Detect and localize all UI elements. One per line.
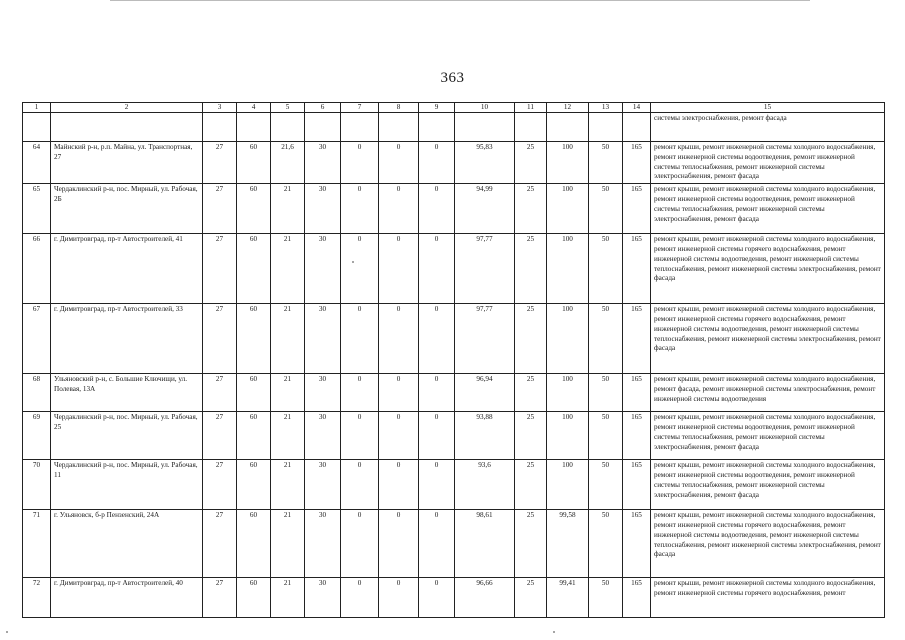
value-cell-col-9: 0	[419, 234, 455, 304]
works-cell: ремонт крыши, ремонт инженерной системы холодного водоснабжения, ремонт инженерной системы горячего водоснабжения, ремонт инженерной системы водоотведения, ремонт инженерной системы теплоснабжения, ремонт инженерной системы электроснабжения, ремонт фасада	[651, 510, 885, 578]
address-cell: Чердаклинский р-н, пос. Мирный, ул. Рабочая, 2Б	[51, 184, 203, 234]
value-cell-col-8: 0	[379, 184, 419, 234]
value-cell-col-7: 0	[341, 374, 379, 412]
scan-speck	[352, 261, 354, 263]
value-cell-col-3: 27	[203, 374, 237, 412]
table-row	[23, 510, 885, 578]
column-header-9: 9	[419, 103, 455, 113]
row-number: 66	[23, 234, 51, 304]
value-cell-col-3: 27	[203, 304, 237, 374]
table-row	[23, 412, 885, 460]
value-cell-col-10: 95,83	[455, 142, 515, 184]
value-cell-col-8: 0	[379, 374, 419, 412]
value-cell-col-4: 60	[237, 578, 271, 618]
value-cell-col-4: 60	[237, 184, 271, 234]
row-number: 65	[23, 184, 51, 234]
value-cell-col-8: 0	[379, 142, 419, 184]
value-cell-col-11: 25	[515, 578, 547, 618]
works-cell: ремонт крыши, ремонт инженерной системы холодного водоснабжения, ремонт инженерной системы водоотведения, ремонт инженерной системы теплоснабжения, ремонт инженерной системы электроснабжения, ремонт фасада	[651, 142, 885, 184]
value-cell-col-10: 96,66	[455, 578, 515, 618]
value-cell-col-7: 0	[341, 412, 379, 460]
value-cell-col-14: 165	[623, 460, 651, 510]
value-cell-col-9: 0	[419, 510, 455, 578]
value-cell-col-7: 0	[341, 142, 379, 184]
value-cell-col-6: 30	[305, 374, 341, 412]
value-cell-col-14: 165	[623, 412, 651, 460]
value-cell-col-13: 50	[589, 304, 623, 374]
column-header-3: 3	[203, 103, 237, 113]
value-cell-col-11: 25	[515, 304, 547, 374]
value-cell-col-3: 27	[203, 142, 237, 184]
value-cell-col-6: 30	[305, 578, 341, 618]
value-cell-col-9: 0	[419, 374, 455, 412]
value-cell-col-4: 60	[237, 374, 271, 412]
value-cell-col-6: 30	[305, 460, 341, 510]
value-cell-col-14: 165	[623, 234, 651, 304]
value-cell-col-11: 25	[515, 374, 547, 412]
column-header-2: 2	[51, 103, 203, 113]
column-header-12: 12	[547, 103, 589, 113]
value-cell-col-5: 21	[271, 460, 305, 510]
value-cell-col-10: 94,99	[455, 184, 515, 234]
works-cell: ремонт крыши, ремонт инженерной системы холодного водоснабжения, ремонт инженерной системы горячего водоснабжения, ремонт инженерной системы водоотведения, ремонт инженерной системы теплоснабжения, ремонт инженерной системы электроснабжения, ремонт фасада	[651, 234, 885, 304]
value-cell-col-3: 27	[203, 184, 237, 234]
value-cell-col-9: 0	[419, 412, 455, 460]
table-row	[23, 142, 885, 184]
table-body	[23, 113, 885, 618]
row-number: 67	[23, 304, 51, 374]
column-header-4: 4	[237, 103, 271, 113]
value-cell-col-4: 60	[237, 234, 271, 304]
row-number: 64	[23, 142, 51, 184]
value-cell-col-12: 100	[547, 142, 589, 184]
column-header-10: 10	[455, 103, 515, 113]
works-cell: ремонт крыши, ремонт инженерной системы холодного водоснабжения, ремонт инженерной системы водоотведения, ремонт инженерной системы теплоснабжения, ремонт инженерной системы электроснабжения, ремонт фасада	[651, 460, 885, 510]
value-cell-col-5: 21	[271, 510, 305, 578]
value-cell-col-14: 165	[623, 142, 651, 184]
header-row	[23, 103, 885, 113]
value-cell-col-3: 27	[203, 578, 237, 618]
table-row	[23, 234, 885, 304]
value-cell-col-14: 165	[623, 578, 651, 618]
value-cell-col-3: 27	[203, 412, 237, 460]
table-row	[23, 374, 885, 412]
scan-speck	[553, 631, 555, 633]
column-header-15: 15	[651, 103, 885, 113]
value-cell-col-6: 30	[305, 234, 341, 304]
column-header-11: 11	[515, 103, 547, 113]
column-header-7: 7	[341, 103, 379, 113]
scan-speck	[6, 631, 8, 633]
value-cell-col-4: 60	[237, 412, 271, 460]
address-cell: Чердаклинский р-н, пос. Мирный, ул. Рабочая, 11	[51, 460, 203, 510]
value-cell-col-11: 25	[515, 142, 547, 184]
value-cell-col-7: 0	[341, 510, 379, 578]
value-cell-col-5: 21	[271, 234, 305, 304]
cell-empty	[51, 113, 203, 142]
value-cell-col-4: 60	[237, 460, 271, 510]
value-cell-col-12: 100	[547, 304, 589, 374]
value-cell-col-14: 165	[623, 184, 651, 234]
works-cell: ремонт крыши, ремонт инженерной системы холодного водоснабжения, ремонт инженерной системы водоотведения, ремонт инженерной системы теплоснабжения, ремонт инженерной системы электроснабжения, ремонт фасада	[651, 184, 885, 234]
value-cell-col-8: 0	[379, 412, 419, 460]
value-cell-col-5: 21	[271, 184, 305, 234]
cell-empty	[203, 113, 237, 142]
value-cell-col-13: 50	[589, 184, 623, 234]
works-cell: системы электроснабжения, ремонт фасада	[651, 113, 885, 142]
value-cell-col-12: 99,41	[547, 578, 589, 618]
value-cell-col-7: 0	[341, 304, 379, 374]
works-cell: ремонт крыши, ремонт инженерной системы холодного водоснабжения, ремонт инженерной системы горячего водоснабжения, ремонт	[651, 578, 885, 618]
table-row	[23, 304, 885, 374]
value-cell-col-4: 60	[237, 304, 271, 374]
value-cell-col-9: 0	[419, 184, 455, 234]
value-cell-col-8: 0	[379, 578, 419, 618]
row-number: 70	[23, 460, 51, 510]
cell-empty	[547, 113, 589, 142]
value-cell-col-11: 25	[515, 234, 547, 304]
value-cell-col-13: 50	[589, 374, 623, 412]
row-number: 69	[23, 412, 51, 460]
value-cell-col-14: 165	[623, 510, 651, 578]
value-cell-col-10: 98,61	[455, 510, 515, 578]
cell-empty	[379, 113, 419, 142]
value-cell-col-10: 93,88	[455, 412, 515, 460]
value-cell-col-14: 165	[623, 374, 651, 412]
value-cell-col-10: 97,77	[455, 234, 515, 304]
value-cell-col-6: 30	[305, 184, 341, 234]
works-cell: ремонт крыши, ремонт инженерной системы холодного водоснабжения, ремонт фасада, ремонт инженерной системы электроснабжения, ремонт инженерной системы водоотведения	[651, 374, 885, 412]
cell-empty	[23, 113, 51, 142]
value-cell-col-5: 21	[271, 304, 305, 374]
row-number: 68	[23, 374, 51, 412]
address-cell: г. Димитровград, пр-т Автостроителей, 40	[51, 578, 203, 618]
value-cell-col-14: 165	[623, 304, 651, 374]
column-header-8: 8	[379, 103, 419, 113]
address-cell: г. Ульяновск, б-р Пензенский, 24А	[51, 510, 203, 578]
column-header-13: 13	[589, 103, 623, 113]
column-header-6: 6	[305, 103, 341, 113]
cell-empty	[419, 113, 455, 142]
works-cell: ремонт крыши, ремонт инженерной системы холодного водоснабжения, ремонт инженерной системы водоотведения, ремонт инженерной системы теплоснабжения, ремонт инженерной системы электроснабжения, ремонт фасада	[651, 412, 885, 460]
value-cell-col-7: 0	[341, 460, 379, 510]
works-cell: ремонт крыши, ремонт инженерной системы холодного водоснабжения, ремонт инженерной системы горячего водоснабжения, ремонт инженерной системы водоотведения, ремонт инженерной системы теплоснабжения, ремонт инженерной системы электроснабжения, ремонт фасада	[651, 304, 885, 374]
value-cell-col-6: 30	[305, 510, 341, 578]
value-cell-col-9: 0	[419, 460, 455, 510]
value-cell-col-11: 25	[515, 510, 547, 578]
value-cell-col-5: 21	[271, 578, 305, 618]
value-cell-col-6: 30	[305, 304, 341, 374]
repair-schedule-table	[22, 102, 885, 618]
value-cell-col-13: 50	[589, 578, 623, 618]
value-cell-col-3: 27	[203, 460, 237, 510]
column-header-14: 14	[623, 103, 651, 113]
row-number: 71	[23, 510, 51, 578]
value-cell-col-13: 50	[589, 234, 623, 304]
value-cell-col-12: 100	[547, 234, 589, 304]
value-cell-col-13: 50	[589, 510, 623, 578]
value-cell-col-3: 27	[203, 234, 237, 304]
table-row	[23, 184, 885, 234]
value-cell-col-5: 21,6	[271, 142, 305, 184]
table-row	[23, 578, 885, 618]
value-cell-col-12: 100	[547, 374, 589, 412]
scan-edge-line	[110, 0, 810, 1]
address-cell: Ульяновский р-н, с. Большие Ключищи, ул. Полевая, 13А	[51, 374, 203, 412]
cell-empty	[515, 113, 547, 142]
value-cell-col-13: 50	[589, 412, 623, 460]
value-cell-col-9: 0	[419, 578, 455, 618]
value-cell-col-6: 30	[305, 142, 341, 184]
value-cell-col-9: 0	[419, 142, 455, 184]
table-row	[23, 460, 885, 510]
cell-empty	[305, 113, 341, 142]
value-cell-col-8: 0	[379, 304, 419, 374]
value-cell-col-12: 100	[547, 412, 589, 460]
value-cell-col-8: 0	[379, 460, 419, 510]
cell-empty	[271, 113, 305, 142]
value-cell-col-8: 0	[379, 510, 419, 578]
address-cell: г. Димитровград, пр-т Автостроителей, 33	[51, 304, 203, 374]
value-cell-col-10: 97,77	[455, 304, 515, 374]
value-cell-col-7: 0	[341, 184, 379, 234]
value-cell-col-13: 50	[589, 142, 623, 184]
column-header-5: 5	[271, 103, 305, 113]
value-cell-col-9: 0	[419, 304, 455, 374]
value-cell-col-10: 96,94	[455, 374, 515, 412]
address-cell: Майнский р-н, р.п. Майна, ул. Транспортная, 27	[51, 142, 203, 184]
value-cell-col-12: 100	[547, 460, 589, 510]
address-cell: г. Димитровград, пр-т Автостроителей, 41	[51, 234, 203, 304]
value-cell-col-7: 0	[341, 578, 379, 618]
value-cell-col-12: 99,58	[547, 510, 589, 578]
value-cell-col-8: 0	[379, 234, 419, 304]
address-cell: Чердаклинский р-н, пос. Мирный, ул. Рабочая, 25	[51, 412, 203, 460]
value-cell-col-11: 25	[515, 412, 547, 460]
value-cell-col-11: 25	[515, 460, 547, 510]
value-cell-col-4: 60	[237, 510, 271, 578]
value-cell-col-7: 0	[341, 234, 379, 304]
row-number: 72	[23, 578, 51, 618]
value-cell-col-5: 21	[271, 374, 305, 412]
value-cell-col-4: 60	[237, 142, 271, 184]
value-cell-col-3: 27	[203, 510, 237, 578]
value-cell-col-13: 50	[589, 460, 623, 510]
page-number: 363	[440, 70, 465, 86]
cell-empty	[623, 113, 651, 142]
cell-empty	[455, 113, 515, 142]
cell-empty	[589, 113, 623, 142]
continuation-row	[23, 113, 885, 142]
cell-empty	[341, 113, 379, 142]
value-cell-col-12: 100	[547, 184, 589, 234]
cell-empty	[237, 113, 271, 142]
value-cell-col-6: 30	[305, 412, 341, 460]
value-cell-col-11: 25	[515, 184, 547, 234]
column-header-1: 1	[23, 103, 51, 113]
value-cell-col-5: 21	[271, 412, 305, 460]
value-cell-col-10: 93,6	[455, 460, 515, 510]
